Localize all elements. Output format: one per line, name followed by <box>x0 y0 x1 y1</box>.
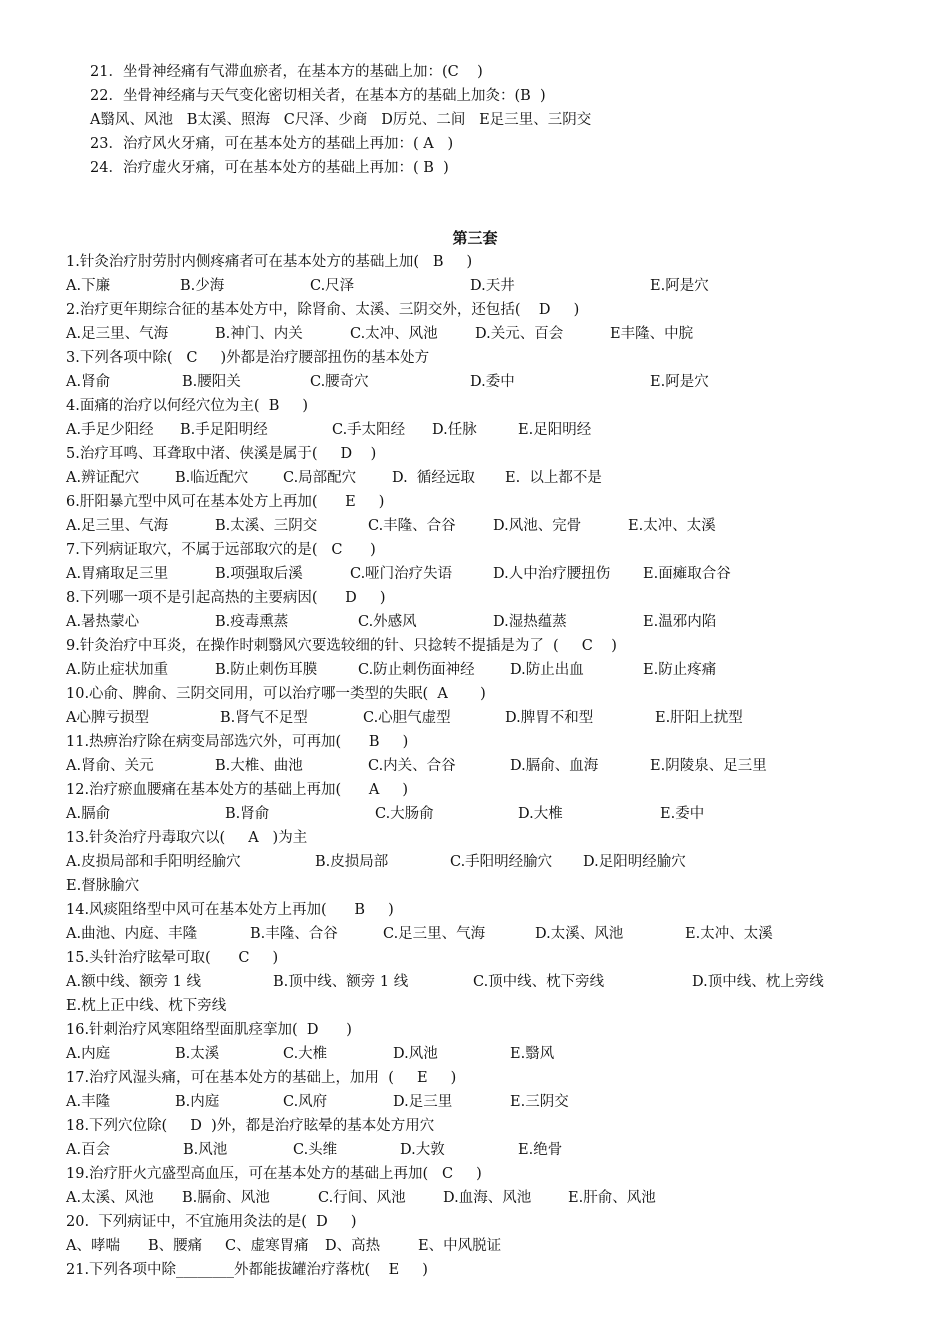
question-7-option-c: C.哑门治疗失语 <box>350 566 453 582</box>
question-6-option-c: C.丰隆、合谷 <box>368 518 456 534</box>
question-10-option-a: A心脾亏损型 <box>66 710 149 726</box>
question-2-option-a: A.足三里、气海 <box>66 326 169 342</box>
question-10-option-e: E.肝阳上扰型 <box>655 710 743 726</box>
question-19-option-c: C.行间、风池 <box>318 1190 406 1206</box>
question-2-option-d: D.关元、百会 <box>475 326 564 342</box>
question-6-option-b: B.太溪、三阴交 <box>215 518 318 534</box>
question-20-option-c: C、虚寒胃痛 <box>225 1238 309 1254</box>
question-4-option-a: A.手足少阳经 <box>66 422 154 438</box>
question-12-option-c: C.大肠俞 <box>375 806 434 822</box>
question-15-option-b: B.顶中线、额旁 1 线 <box>273 974 409 990</box>
question-5-option-c: C.局部配穴 <box>283 470 357 486</box>
question-16-option-e: E.翳风 <box>510 1046 555 1062</box>
question-18-option-a: A.百会 <box>66 1142 111 1158</box>
question-17-option-a: A.丰隆 <box>66 1094 111 1110</box>
question-5-option-e: E. 以上都不是 <box>505 470 602 486</box>
question-1-option-b: B.少海 <box>180 278 225 294</box>
question-8-option-a: A.暑热蒙心 <box>66 614 140 630</box>
question-13-option-c: C.手阳明经腧穴 <box>450 854 553 870</box>
question-7-option-d: D.人中治疗腰扭伤 <box>493 566 611 582</box>
question-6-option-d: D.风池、完骨 <box>493 518 582 534</box>
question-1-option-a: A.下廉 <box>66 278 111 294</box>
question-18-option-c: C.头维 <box>293 1142 338 1158</box>
question-20: 20. 下列病证中，不宜施用灸法的是( D ) <box>66 1214 357 1230</box>
question-13-option-d: D.足阳明经腧穴 <box>583 854 686 870</box>
question-5-option-b: B.临近配穴 <box>175 470 249 486</box>
question-11-option-c: C.内关、合谷 <box>368 758 456 774</box>
question-2: 2.治疗更年期综合征的基本处方中，除肾俞、太溪、三阴交外，还包括( D ) <box>66 302 580 318</box>
question-7: 7.下列病证取穴，不属于远部取穴的是( C ) <box>66 542 376 558</box>
question-3: 3.下列各项中除( C )外都是治疗腰部扭伤的基本处方 <box>66 350 430 366</box>
question-3-option-c: C.腰奇穴 <box>310 374 369 390</box>
question-7-option-b: B.项强取后溪 <box>215 566 303 582</box>
question-17-option-e: E.三阴交 <box>510 1094 569 1110</box>
question-13-option-b: B.皮损局部 <box>315 854 389 870</box>
question-9-option-d: D.防止出血 <box>510 662 584 678</box>
question-11-option-b: B.大椎、曲池 <box>215 758 303 774</box>
question-8-option-e: E.温邪内陷 <box>643 614 717 630</box>
top-question-21: 21．坐骨神经痛有气滞血瘀者，在基本方的基础上加：(C ) <box>90 64 483 80</box>
question-17: 17.治疗风湿头痛，可在基本处方的基础上，加用 ( E ) <box>66 1070 457 1086</box>
question-13-option-a: A.皮损局部和手阳明经腧穴 <box>66 854 241 870</box>
question-14-option-d: D.太溪、风池 <box>535 926 624 942</box>
question-10: 10.心俞、脾俞、三阴交同用，可以治疗哪一类型的失眠( A ) <box>66 686 486 702</box>
question-7-option-e: E.面瘫取合谷 <box>643 566 731 582</box>
question-6-option-a: A.足三里、气海 <box>66 518 169 534</box>
question-18-option-e: E.绝骨 <box>518 1142 563 1158</box>
question-11: 11.热痹治疗除在病变局部选穴外，可再加( B ) <box>66 734 409 750</box>
question-12-option-d: D.大椎 <box>518 806 563 822</box>
question-13-option-extra: E.督脉腧穴 <box>66 878 140 894</box>
question-6: 6.肝阳暴亢型中风可在基本处方上再加( E ) <box>66 494 385 510</box>
question-8-option-b: B.疫毒熏蒸 <box>215 614 289 630</box>
question-2-option-b: B.神门、内关 <box>215 326 303 342</box>
question-12-option-e: E.委中 <box>660 806 705 822</box>
question-8-option-d: D.湿热蕴蒸 <box>493 614 567 630</box>
question-4: 4.面痛的治疗以何经穴位为主( B ) <box>66 398 309 414</box>
question-9-option-a: A.防止症状加重 <box>66 662 169 678</box>
question-5-option-d: D. 循经远取 <box>392 470 475 486</box>
question-20-option-d: D、高热 <box>325 1238 381 1254</box>
top-question-22: 22．坐骨神经痛与天气变化密切相关者，在基本方的基础上加灸：(B ) <box>90 88 546 104</box>
question-15: 15.头针治疗眩晕可取( C ) <box>66 950 279 966</box>
question-2-option-e: E丰隆、中脘 <box>610 326 694 342</box>
question-1-option-e: E.阿是穴 <box>650 278 709 294</box>
question-9-option-c: C.防止刺伤面神经 <box>358 662 475 678</box>
top-question-23: 23．治疗风火牙痛，可在基本处方的基础上再加：( A ) <box>90 136 454 152</box>
question-16-option-a: A.内庭 <box>66 1046 111 1062</box>
section-title: 第三套 <box>452 229 498 247</box>
question-9: 9.针灸治疗中耳炎，在操作时刺翳风穴要选较细的针、只捻转不提插是为了 ( C ) <box>66 638 617 654</box>
question-19: 19.治疗肝火亢盛型高血压，可在基本处方的基础上再加( C ) <box>66 1166 482 1182</box>
question-14-option-e: E.太冲、太溪 <box>685 926 773 942</box>
question-12-option-b: B.肾俞 <box>225 806 270 822</box>
question-19-option-a: A.太溪、风池 <box>66 1190 154 1206</box>
question-15-option-d: D.顶中线、枕上旁线 <box>692 974 824 990</box>
question-19-option-d: D.血海、风池 <box>443 1190 532 1206</box>
question-14-option-a: A.曲池、内庭、丰隆 <box>66 926 198 942</box>
question-1-option-d: D.天井 <box>470 278 515 294</box>
question-10-option-b: B.肾气不足型 <box>220 710 308 726</box>
question-15-option-a: A.额中线、额旁 1 线 <box>66 974 202 990</box>
question-5: 5.治疗耳鸣、耳聋取中渚、侠溪是属于( D ) <box>66 446 377 462</box>
question-19-option-e: E.肝俞、风池 <box>568 1190 656 1206</box>
question-7-option-a: A.胃痛取足三里 <box>66 566 169 582</box>
question-3-option-b: B.腰阳关 <box>182 374 241 390</box>
question-20-option-e: E、中风脱证 <box>418 1238 502 1254</box>
question-4-option-e: E.足阳明经 <box>518 422 592 438</box>
question-16-option-b: B.太溪 <box>175 1046 220 1062</box>
question-15-option-c: C.顶中线、枕下旁线 <box>473 974 605 990</box>
question-11-option-d: D.膈俞、血海 <box>510 758 599 774</box>
question-3-option-d: D.委中 <box>470 374 515 390</box>
question-3-option-e: E.阿是穴 <box>650 374 709 390</box>
question-20-option-a: A、哮喘 <box>66 1238 120 1254</box>
question-21: 21.下列各项中除________外都能拔罐治疗落枕( E ) <box>66 1262 428 1278</box>
question-20-option-b: B、腰痛 <box>148 1238 203 1254</box>
question-5-option-a: A.辨证配穴 <box>66 470 140 486</box>
question-14: 14.风痰阻络型中风可在基本处方上再加( B ) <box>66 902 394 918</box>
question-17-option-b: B.内庭 <box>175 1094 220 1110</box>
question-6-option-e: E.太冲、太溪 <box>628 518 716 534</box>
question-15-option-extra: E.枕上正中线、枕下旁线 <box>66 998 227 1014</box>
question-12-option-a: A.膈俞 <box>66 806 111 822</box>
question-13: 13.针灸治疗丹毒取穴以( A )为主 <box>66 830 308 846</box>
question-2-option-c: C.太冲、风池 <box>350 326 438 342</box>
question-11-option-e: E.阴陵泉、足三里 <box>650 758 767 774</box>
question-8: 8.下列哪一项不是引起高热的主要病因( D ) <box>66 590 386 606</box>
question-14-option-c: C.足三里、气海 <box>383 926 486 942</box>
question-10-option-d: D.脾胃不和型 <box>505 710 594 726</box>
question-16-option-d: D.风池 <box>393 1046 438 1062</box>
question-9-option-e: E.防止疼痛 <box>643 662 717 678</box>
question-4-option-c: C.手太阳经 <box>332 422 406 438</box>
question-16-option-c: C.大椎 <box>283 1046 328 1062</box>
top-options-22: A翳风、风池 B太溪、照海 C尺泽、少商 D厉兑、二间 E足三里、三阴交 <box>90 112 592 128</box>
question-16: 16.针刺治疗风寒阻络型面肌痉挛加( D ) <box>66 1022 352 1038</box>
question-1: 1.针灸治疗肘劳肘内侧疼痛者可在基本处方的基础上加( B ) <box>66 254 473 270</box>
question-12: 12.治疗瘀血腰痛在基本处方的基础上再加( A ) <box>66 782 409 798</box>
question-14-option-b: B.丰隆、合谷 <box>250 926 338 942</box>
question-1-option-c: C.尺泽 <box>310 278 355 294</box>
question-18: 18.下列穴位除( D )外，都是治疗眩晕的基本处方用穴 <box>66 1118 435 1134</box>
question-18-option-d: D.大敦 <box>400 1142 445 1158</box>
question-9-option-b: B.防止刺伤耳膜 <box>215 662 318 678</box>
question-4-option-d: D.任脉 <box>432 422 477 438</box>
question-18-option-b: B.风池 <box>183 1142 228 1158</box>
question-8-option-c: C.外感风 <box>358 614 417 630</box>
question-10-option-c: C.心胆气虚型 <box>363 710 451 726</box>
question-17-option-d: D.足三里 <box>393 1094 453 1110</box>
question-11-option-a: A.肾俞、关元 <box>66 758 154 774</box>
question-17-option-c: C.风府 <box>283 1094 328 1110</box>
top-question-24: 24．治疗虚火牙痛，可在基本处方的基础上再加：( B ) <box>90 160 449 176</box>
question-19-option-b: B.膈俞、风池 <box>182 1190 270 1206</box>
question-4-option-b: B.手足阳明经 <box>180 422 268 438</box>
question-3-option-a: A.肾俞 <box>66 374 111 390</box>
